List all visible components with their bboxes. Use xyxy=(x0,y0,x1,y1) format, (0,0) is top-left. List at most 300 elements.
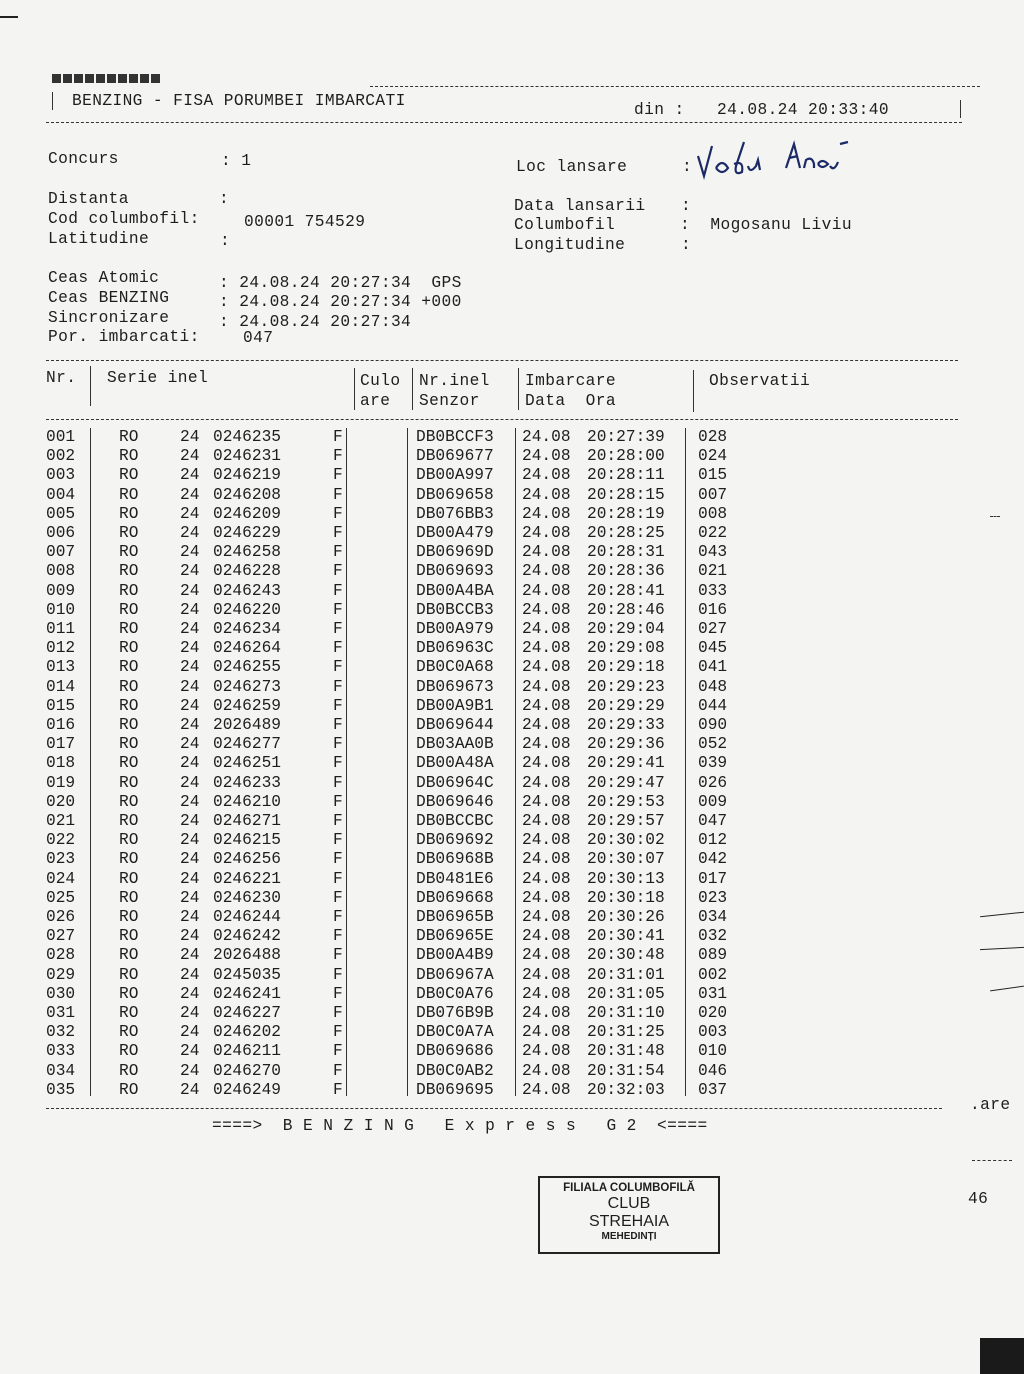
distanta-value: : xyxy=(219,190,230,208)
sex-code: F xyxy=(333,984,343,1003)
ring-year: 24 xyxy=(180,1061,200,1080)
porumbei-imbarcati-label: Por. imbarcati: xyxy=(48,328,200,346)
ring-year: 24 xyxy=(180,773,200,792)
observation: 041 xyxy=(698,658,728,677)
embark-date: 24.08 xyxy=(522,735,571,754)
porumbei-imbarcati-value: 047 xyxy=(243,329,274,347)
embark-date: 24.08 xyxy=(522,600,571,619)
ring-number: 0246219 xyxy=(213,466,281,485)
ring-country: RO xyxy=(119,1023,139,1042)
col-header-nr: Nr. xyxy=(46,369,77,387)
embark-date: 24.08 xyxy=(522,908,571,926)
sex-code: F xyxy=(333,639,343,658)
observation: 012 xyxy=(698,831,728,850)
stamp-line-2: CLUB xyxy=(607,1195,651,1212)
ring-country: RO xyxy=(119,735,139,754)
longitudine-label: Longitudine xyxy=(514,236,626,254)
row-number: 010 xyxy=(46,600,76,619)
row-number: 023 xyxy=(46,850,76,869)
observation: 015 xyxy=(698,466,728,485)
col-header-imbarcare-2: Data Ora xyxy=(525,392,617,410)
ceas-atomic-label: Ceas Atomic xyxy=(48,269,160,287)
embark-time: 20:29:47 xyxy=(587,773,665,792)
row-number: 014 xyxy=(46,677,76,696)
printer-block-marks xyxy=(52,74,160,83)
sex-code: F xyxy=(333,677,343,696)
cod-columbofil-value: 00001 754529 xyxy=(244,213,366,231)
embark-date: 24.08 xyxy=(522,773,571,792)
sex-code: F xyxy=(333,831,343,850)
data-lansarii-value: : xyxy=(681,197,692,215)
row-number: 002 xyxy=(46,447,76,466)
ring-number: 0246273 xyxy=(213,677,281,696)
embark-time: 20:31:48 xyxy=(587,1042,665,1061)
row-number: 018 xyxy=(46,754,76,773)
embark-time: 20:30:26 xyxy=(587,908,665,926)
cod-columbofil-label: Cod columbofil: xyxy=(48,210,200,228)
sensor-id: DB069673 xyxy=(416,677,494,696)
footer-brand: ====> B E N Z I N G E x p r e s s G 2 <==== xyxy=(212,1117,708,1135)
observation: 017 xyxy=(698,869,728,888)
ring-country: RO xyxy=(119,1061,139,1080)
ring-year: 24 xyxy=(180,984,200,1003)
loc-lansare-label: Loc lansare xyxy=(516,158,628,176)
observation: 033 xyxy=(698,581,728,600)
ring-country: RO xyxy=(119,543,139,562)
embark-time: 20:31:54 xyxy=(587,1061,665,1080)
sex-code: F xyxy=(333,965,343,984)
sensor-id: DB0C0A7A xyxy=(416,1023,494,1042)
margin-fragment-number: 46 xyxy=(968,1190,989,1208)
ring-country: RO xyxy=(119,639,139,658)
embark-time: 20:31:10 xyxy=(587,1004,665,1022)
ring-year: 24 xyxy=(180,1004,200,1022)
sensor-id: DB00A979 xyxy=(416,620,494,638)
sex-code: F xyxy=(333,466,343,485)
ring-number: 0246231 xyxy=(213,447,281,466)
sex-code: F xyxy=(333,428,343,446)
embark-date: 24.08 xyxy=(522,869,571,888)
row-number: 016 xyxy=(46,716,76,734)
embark-date: 24.08 xyxy=(522,888,571,907)
ring-country: RO xyxy=(119,524,139,542)
observation: 016 xyxy=(698,600,728,619)
header-top-border xyxy=(370,86,980,87)
sex-code: F xyxy=(333,812,343,830)
sincronizare-value: : 24.08.24 20:27:34 xyxy=(219,313,412,331)
sensor-id: DB069658 xyxy=(416,485,494,504)
ring-year: 24 xyxy=(180,716,200,734)
sex-code: F xyxy=(333,581,343,600)
ring-year: 24 xyxy=(180,1080,200,1099)
sex-code: F xyxy=(333,888,343,907)
sex-code: F xyxy=(333,562,343,581)
stamp-line-4: MEHEDINȚI xyxy=(601,1231,657,1242)
embark-time: 20:28:31 xyxy=(587,543,665,562)
ring-number: 0246228 xyxy=(213,562,281,581)
col-header-serie-inel: Serie inel xyxy=(107,369,209,387)
ring-number: 0246256 xyxy=(213,850,281,869)
ring-country: RO xyxy=(119,600,139,619)
ring-year: 24 xyxy=(180,869,200,888)
ring-country: RO xyxy=(119,792,139,811)
sex-code: F xyxy=(333,735,343,754)
row-number: 035 xyxy=(46,1080,76,1099)
ring-number: 0246202 xyxy=(213,1023,281,1042)
ring-year: 24 xyxy=(180,524,200,542)
sex-code: F xyxy=(333,946,343,965)
ring-year: 24 xyxy=(180,831,200,850)
sex-code: F xyxy=(333,927,343,946)
observation: 002 xyxy=(698,965,728,984)
ring-year: 24 xyxy=(180,466,200,485)
row-number: 033 xyxy=(46,1042,76,1061)
observation: 032 xyxy=(698,927,728,946)
ring-year: 24 xyxy=(180,581,200,600)
col-header-nr-inel-2: Senzor xyxy=(419,392,480,410)
ring-country: RO xyxy=(119,888,139,907)
sex-code: F xyxy=(333,850,343,869)
table-top-border xyxy=(46,360,958,361)
embark-time: 20:31:01 xyxy=(587,965,665,984)
embark-time: 20:28:25 xyxy=(587,524,665,542)
sensor-id: DB00A4B9 xyxy=(416,946,494,965)
ring-number: 0246208 xyxy=(213,485,281,504)
sensor-id: DB069677 xyxy=(416,447,494,466)
sensor-id: DB00A479 xyxy=(416,524,494,542)
sensor-id: DB0481E6 xyxy=(416,869,494,888)
row-number: 021 xyxy=(46,812,76,830)
embark-time: 20:29:41 xyxy=(587,754,665,773)
row-number: 005 xyxy=(46,504,76,523)
embark-time: 20:30:48 xyxy=(587,946,665,965)
ring-number: 0246221 xyxy=(213,869,281,888)
ring-country: RO xyxy=(119,869,139,888)
row-number: 022 xyxy=(46,831,76,850)
ring-year: 24 xyxy=(180,946,200,965)
embark-time: 20:29:23 xyxy=(587,677,665,696)
embark-date: 24.08 xyxy=(522,620,571,638)
observation: 022 xyxy=(698,524,728,542)
row-number: 009 xyxy=(46,581,76,600)
observation: 009 xyxy=(698,792,728,811)
embark-date: 24.08 xyxy=(522,524,571,542)
row-number: 031 xyxy=(46,1004,76,1022)
embark-date: 24.08 xyxy=(522,658,571,677)
embark-date: 24.08 xyxy=(522,831,571,850)
sex-code: F xyxy=(333,600,343,619)
concurs-label: Concurs xyxy=(48,150,119,168)
observation: 024 xyxy=(698,447,728,466)
sex-code: F xyxy=(333,658,343,677)
table-bottom-border xyxy=(46,1108,942,1109)
ring-country: RO xyxy=(119,485,139,504)
loc-lansare-value: Vodu Anei xyxy=(690,184,696,185)
observation: 042 xyxy=(698,850,728,869)
header-bottom-border xyxy=(46,122,962,123)
latitudine-value: : xyxy=(220,232,231,250)
ring-country: RO xyxy=(119,850,139,869)
observation: 021 xyxy=(698,562,728,581)
embark-date: 24.08 xyxy=(522,639,571,658)
embark-date: 24.08 xyxy=(522,754,571,773)
ring-country: RO xyxy=(119,620,139,638)
observation: 089 xyxy=(698,946,728,965)
embark-time: 20:29:36 xyxy=(587,735,665,754)
sensor-id: DB00A997 xyxy=(416,466,494,485)
embark-date: 24.08 xyxy=(522,850,571,869)
ring-number: 0246271 xyxy=(213,812,281,830)
row-number: 032 xyxy=(46,1023,76,1042)
sensor-id: DB069686 xyxy=(416,1042,494,1061)
embark-time: 20:28:15 xyxy=(587,485,665,504)
sex-code: F xyxy=(333,1004,343,1022)
ring-year: 24 xyxy=(180,562,200,581)
margin-dash xyxy=(972,1160,1012,1161)
col-header-observatii: Observatii xyxy=(709,372,811,390)
embark-date: 24.08 xyxy=(522,946,571,965)
observation: 020 xyxy=(698,1004,728,1022)
sensor-id: DB069668 xyxy=(416,888,494,907)
row-number: 011 xyxy=(46,620,76,638)
embark-time: 20:30:07 xyxy=(587,850,665,869)
ring-country: RO xyxy=(119,812,139,830)
ring-country: RO xyxy=(119,1042,139,1061)
page-corner-mark xyxy=(0,16,18,18)
row-number: 007 xyxy=(46,543,76,562)
ring-country: RO xyxy=(119,466,139,485)
data-lansarii-label: Data lansarii xyxy=(514,197,646,215)
observation: 044 xyxy=(698,696,728,715)
header-divider-1 xyxy=(90,366,91,406)
ring-year: 24 xyxy=(180,677,200,696)
embark-time: 20:29:04 xyxy=(587,620,665,638)
row-number: 003 xyxy=(46,466,76,485)
ring-year: 24 xyxy=(180,888,200,907)
ring-country: RO xyxy=(119,946,139,965)
observation: 046 xyxy=(698,1061,728,1080)
observation: 045 xyxy=(698,639,728,658)
embark-time: 20:29:18 xyxy=(587,658,665,677)
sensor-id: DB03AA0B xyxy=(416,735,494,754)
ring-number: 0246241 xyxy=(213,984,281,1003)
row-number: 027 xyxy=(46,927,76,946)
ring-number: 0246251 xyxy=(213,754,281,773)
embark-date: 24.08 xyxy=(522,984,571,1003)
ring-year: 24 xyxy=(180,927,200,946)
sensor-id: DB06969D xyxy=(416,543,494,562)
embark-time: 20:30:13 xyxy=(587,869,665,888)
sex-code: F xyxy=(333,504,343,523)
embark-time: 20:29:57 xyxy=(587,812,665,830)
row-number: 029 xyxy=(46,965,76,984)
observation: 027 xyxy=(698,620,728,638)
row-number: 028 xyxy=(46,946,76,965)
ring-number: 0246230 xyxy=(213,888,281,907)
embark-time: 20:27:39 xyxy=(587,428,665,446)
body-divider-5 xyxy=(685,428,686,1096)
observation: 047 xyxy=(698,812,728,830)
embark-date: 24.08 xyxy=(522,581,571,600)
ceas-atomic-value: : 24.08.24 20:27:34 GPS xyxy=(219,274,462,292)
observation: 026 xyxy=(698,773,728,792)
ring-country: RO xyxy=(119,927,139,946)
ring-number: 0246233 xyxy=(213,773,281,792)
body-divider-4 xyxy=(515,428,516,1096)
header-divider-2 xyxy=(354,368,355,410)
page-corner-shadow xyxy=(980,1338,1024,1374)
observation: 090 xyxy=(698,716,728,734)
ring-country: RO xyxy=(119,965,139,984)
embark-time: 20:31:25 xyxy=(587,1023,665,1042)
ring-country: RO xyxy=(119,831,139,850)
row-number: 001 xyxy=(46,428,76,446)
latitudine-label: Latitudine xyxy=(48,230,150,248)
row-number: 013 xyxy=(46,658,76,677)
margin-stroke-2 xyxy=(980,947,1024,950)
ring-year: 24 xyxy=(180,965,200,984)
observation: 034 xyxy=(698,908,728,926)
row-number: 020 xyxy=(46,792,76,811)
embark-date: 24.08 xyxy=(522,792,571,811)
ring-country: RO xyxy=(119,984,139,1003)
ring-year: 24 xyxy=(180,658,200,677)
observation: 023 xyxy=(698,888,728,907)
row-number: 008 xyxy=(46,562,76,581)
sex-code: F xyxy=(333,1042,343,1061)
sensor-id: DB00A9B1 xyxy=(416,696,494,715)
ring-year: 24 xyxy=(180,1023,200,1042)
sensor-id: DB06965B xyxy=(416,908,494,926)
embark-date: 24.08 xyxy=(522,1061,571,1080)
ring-year: 24 xyxy=(180,543,200,562)
margin-stroke-1 xyxy=(980,912,1024,918)
sex-code: F xyxy=(333,543,343,562)
embark-date: 24.08 xyxy=(522,716,571,734)
stamp-line-1: FILIALA COLUMBOFILĂ xyxy=(563,1182,695,1194)
embark-date: 24.08 xyxy=(522,965,571,984)
date-label: din : xyxy=(634,101,685,119)
ring-country: RO xyxy=(119,1004,139,1022)
embark-date: 24.08 xyxy=(522,428,571,446)
header-divider-5 xyxy=(693,370,694,412)
header-right-border xyxy=(960,100,961,118)
sensor-id: DB076BB3 xyxy=(416,504,494,523)
ring-country: RO xyxy=(119,908,139,926)
sincronizare-label: Sincronizare xyxy=(48,309,170,327)
ring-number: 0246210 xyxy=(213,792,281,811)
embark-date: 24.08 xyxy=(522,812,571,830)
col-header-culoare-2: are xyxy=(360,392,391,410)
columbofil-value: : Mogosanu Liviu xyxy=(680,216,852,234)
ring-country: RO xyxy=(119,447,139,466)
embark-time: 20:29:53 xyxy=(587,792,665,811)
embark-time: 20:31:05 xyxy=(587,984,665,1003)
ring-country: RO xyxy=(119,1080,139,1099)
sensor-id: DB00A4BA xyxy=(416,581,494,600)
ring-number: 2026489 xyxy=(213,716,281,734)
sensor-id: DB0BCCB3 xyxy=(416,600,494,619)
embark-time: 20:30:18 xyxy=(587,888,665,907)
loc-lansare-colon: : xyxy=(682,158,693,176)
ring-number: 0246259 xyxy=(213,696,281,715)
body-divider-2 xyxy=(346,428,347,1096)
observation: 052 xyxy=(698,735,728,754)
sex-code: F xyxy=(333,485,343,504)
ceas-benzing-value: : 24.08.24 20:27:34 +000 xyxy=(219,293,462,311)
embark-date: 24.08 xyxy=(522,504,571,523)
ring-year: 24 xyxy=(180,812,200,830)
ring-number: 0246264 xyxy=(213,639,281,658)
margin-fragment-are: .are xyxy=(970,1096,1011,1114)
ring-number: 0246270 xyxy=(213,1061,281,1080)
ring-number: 0246209 xyxy=(213,504,281,523)
sex-code: F xyxy=(333,620,343,638)
ring-year: 24 xyxy=(180,620,200,638)
table-header-bottom-border xyxy=(46,419,958,420)
ring-country: RO xyxy=(119,428,139,446)
ring-year: 24 xyxy=(180,504,200,523)
embark-date: 24.08 xyxy=(522,1042,571,1061)
embark-time: 20:28:11 xyxy=(587,466,665,485)
ring-year: 24 xyxy=(180,696,200,715)
ring-number: 0246220 xyxy=(213,600,281,619)
row-number: 017 xyxy=(46,735,76,754)
observation: 031 xyxy=(698,984,728,1003)
sensor-id: DB0C0AB2 xyxy=(416,1061,494,1080)
body-divider-3 xyxy=(407,428,408,1096)
embark-date: 24.08 xyxy=(522,1004,571,1022)
row-number: 004 xyxy=(46,485,76,504)
observation: 008 xyxy=(698,504,728,523)
col-header-imbarcare-1: Imbarcare xyxy=(525,372,617,390)
ring-country: RO xyxy=(119,677,139,696)
sex-code: F xyxy=(333,773,343,792)
row-number: 030 xyxy=(46,984,76,1003)
embark-time: 20:28:46 xyxy=(587,600,665,619)
embark-time: 20:30:02 xyxy=(587,831,665,850)
sex-code: F xyxy=(333,754,343,773)
sex-code: F xyxy=(333,908,343,926)
club-stamp xyxy=(538,1176,720,1254)
row-number: 006 xyxy=(46,524,76,542)
observation: 048 xyxy=(698,677,728,696)
ring-year: 24 xyxy=(180,1042,200,1061)
sensor-id: DB06965E xyxy=(416,927,494,946)
ring-number: 2026488 xyxy=(213,946,281,965)
embark-time: 20:32:03 xyxy=(587,1080,665,1099)
distanta-label: Distanta xyxy=(48,190,129,208)
row-number: 015 xyxy=(46,696,76,715)
concurs-value: : 1 xyxy=(221,152,252,170)
sex-code: F xyxy=(333,869,343,888)
sex-code: F xyxy=(333,447,343,466)
ring-year: 24 xyxy=(180,447,200,466)
embark-time: 20:30:41 xyxy=(587,927,665,946)
margin-stroke-3 xyxy=(990,986,1024,992)
ring-country: RO xyxy=(119,696,139,715)
ring-year: 24 xyxy=(180,485,200,504)
ring-country: RO xyxy=(119,562,139,581)
ring-year: 24 xyxy=(180,908,200,926)
longitudine-value: : xyxy=(681,236,692,254)
sensor-id: DB06963C xyxy=(416,639,494,658)
sex-code: F xyxy=(333,1023,343,1042)
header-divider-3 xyxy=(412,368,413,410)
observation: 010 xyxy=(698,1042,728,1061)
ring-number: 0246249 xyxy=(213,1080,281,1099)
sensor-id: DB06967A xyxy=(416,965,494,984)
